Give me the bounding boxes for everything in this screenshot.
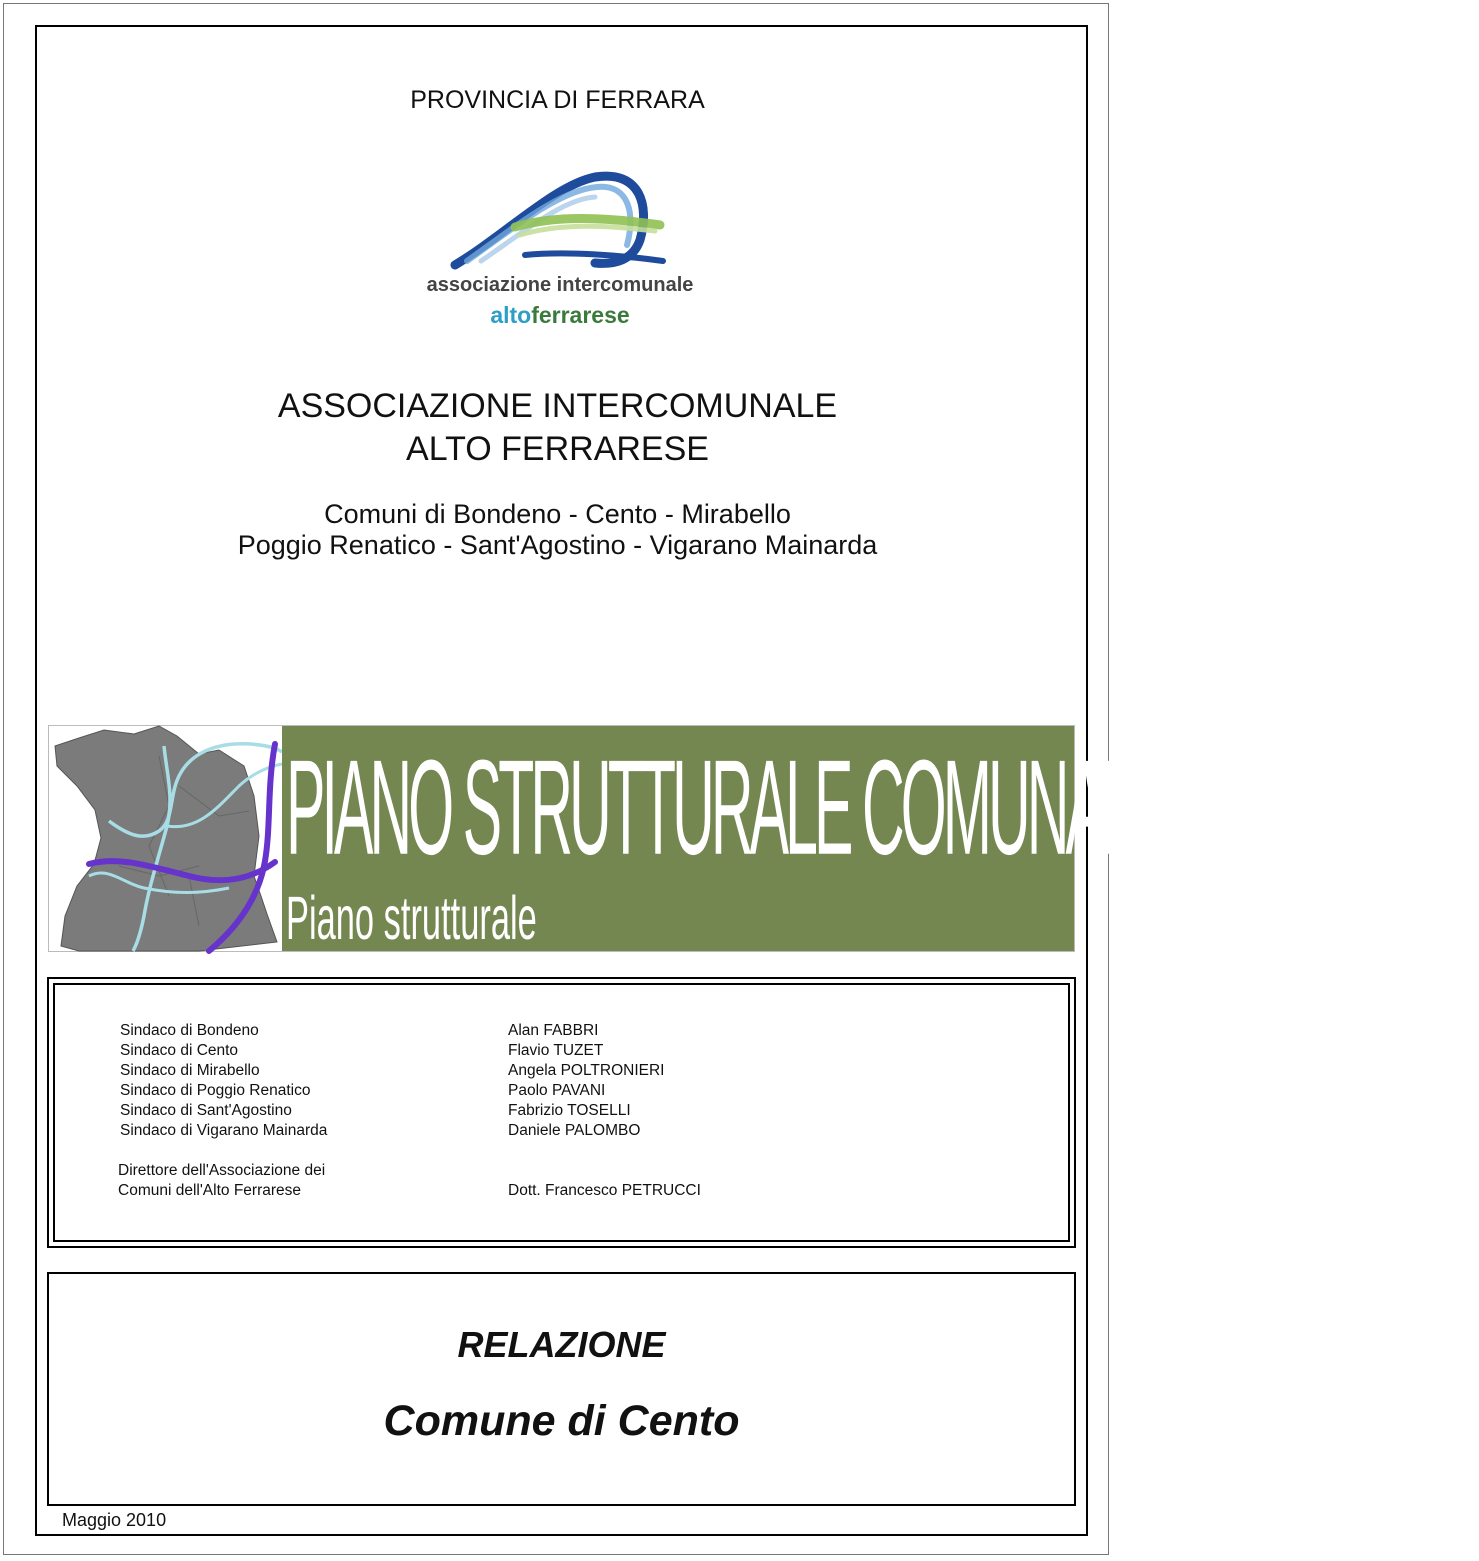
- report-title: RELAZIONE: [457, 1324, 666, 1365]
- plan-banner: [48, 725, 1479, 953]
- association-logo: [405, 165, 715, 340]
- logo-text-ferrarese: ferrarese: [531, 302, 630, 328]
- mayor-name: Paolo PAVANI: [508, 1082, 606, 1099]
- mayor-role: Sindaco di Mirabello: [120, 1062, 260, 1079]
- logo-text-line1: associazione intercomunale: [426, 274, 694, 296]
- director-role-line2: Comuni dell'Alto Ferrarese: [118, 1182, 302, 1199]
- mayor-role: Sindaco di Poggio Renatico: [120, 1082, 311, 1099]
- logo-text-alto: alto: [490, 302, 532, 328]
- publication-date: Maggio 2010: [62, 1510, 167, 1530]
- plan-title: PIANO STRUTTURALE COMUNALE ASSOCIATO: [286, 732, 1479, 883]
- mayor-name: Alan FABBRI: [508, 1022, 599, 1039]
- officials-box: [47, 977, 1076, 1248]
- municipalities-line1: Comuni di Bondeno - Cento - Mirabello: [324, 499, 791, 529]
- report-box: [47, 1272, 1076, 1506]
- banner-title-panel: [282, 726, 1479, 953]
- mayor-name: Fabrizio TOSELLI: [508, 1102, 631, 1119]
- mayor-name: Daniele PALOMBO: [508, 1122, 641, 1139]
- mayor-name: Angela POLTRONIERI: [508, 1062, 665, 1079]
- director-role-line1: Direttore dell'Associazione dei: [118, 1162, 326, 1179]
- territory-map-icon: [49, 726, 282, 951]
- association-name-line2: ALTO FERRARESE: [406, 430, 709, 468]
- plan-subtitle: Piano strutturale: [286, 884, 537, 953]
- mayor-role: Sindaco di Sant'Agostino: [120, 1102, 292, 1119]
- report-subtitle: Comune di Cento: [383, 1397, 740, 1445]
- logo-text-line2: [405, 302, 715, 329]
- mayor-role: Sindaco di Cento: [120, 1042, 239, 1059]
- province-title: PROVINCIA DI FERRARA: [410, 86, 705, 114]
- mayor-name: Flavio TUZET: [508, 1042, 604, 1059]
- mayor-role: Sindaco di Vigarano Mainarda: [120, 1122, 328, 1139]
- mayor-role: Sindaco di Bondeno: [120, 1022, 259, 1039]
- logo-swoosh-icon: [445, 165, 665, 275]
- municipalities-line2: Poggio Renatico - Sant'Agostino - Vigarano Mainarda: [237, 530, 878, 560]
- association-name-line1: ASSOCIAZIONE INTERCOMUNALE: [277, 387, 838, 425]
- director-name: Dott. Francesco PETRUCCI: [508, 1182, 701, 1199]
- officials-inner-border: [53, 983, 1070, 1242]
